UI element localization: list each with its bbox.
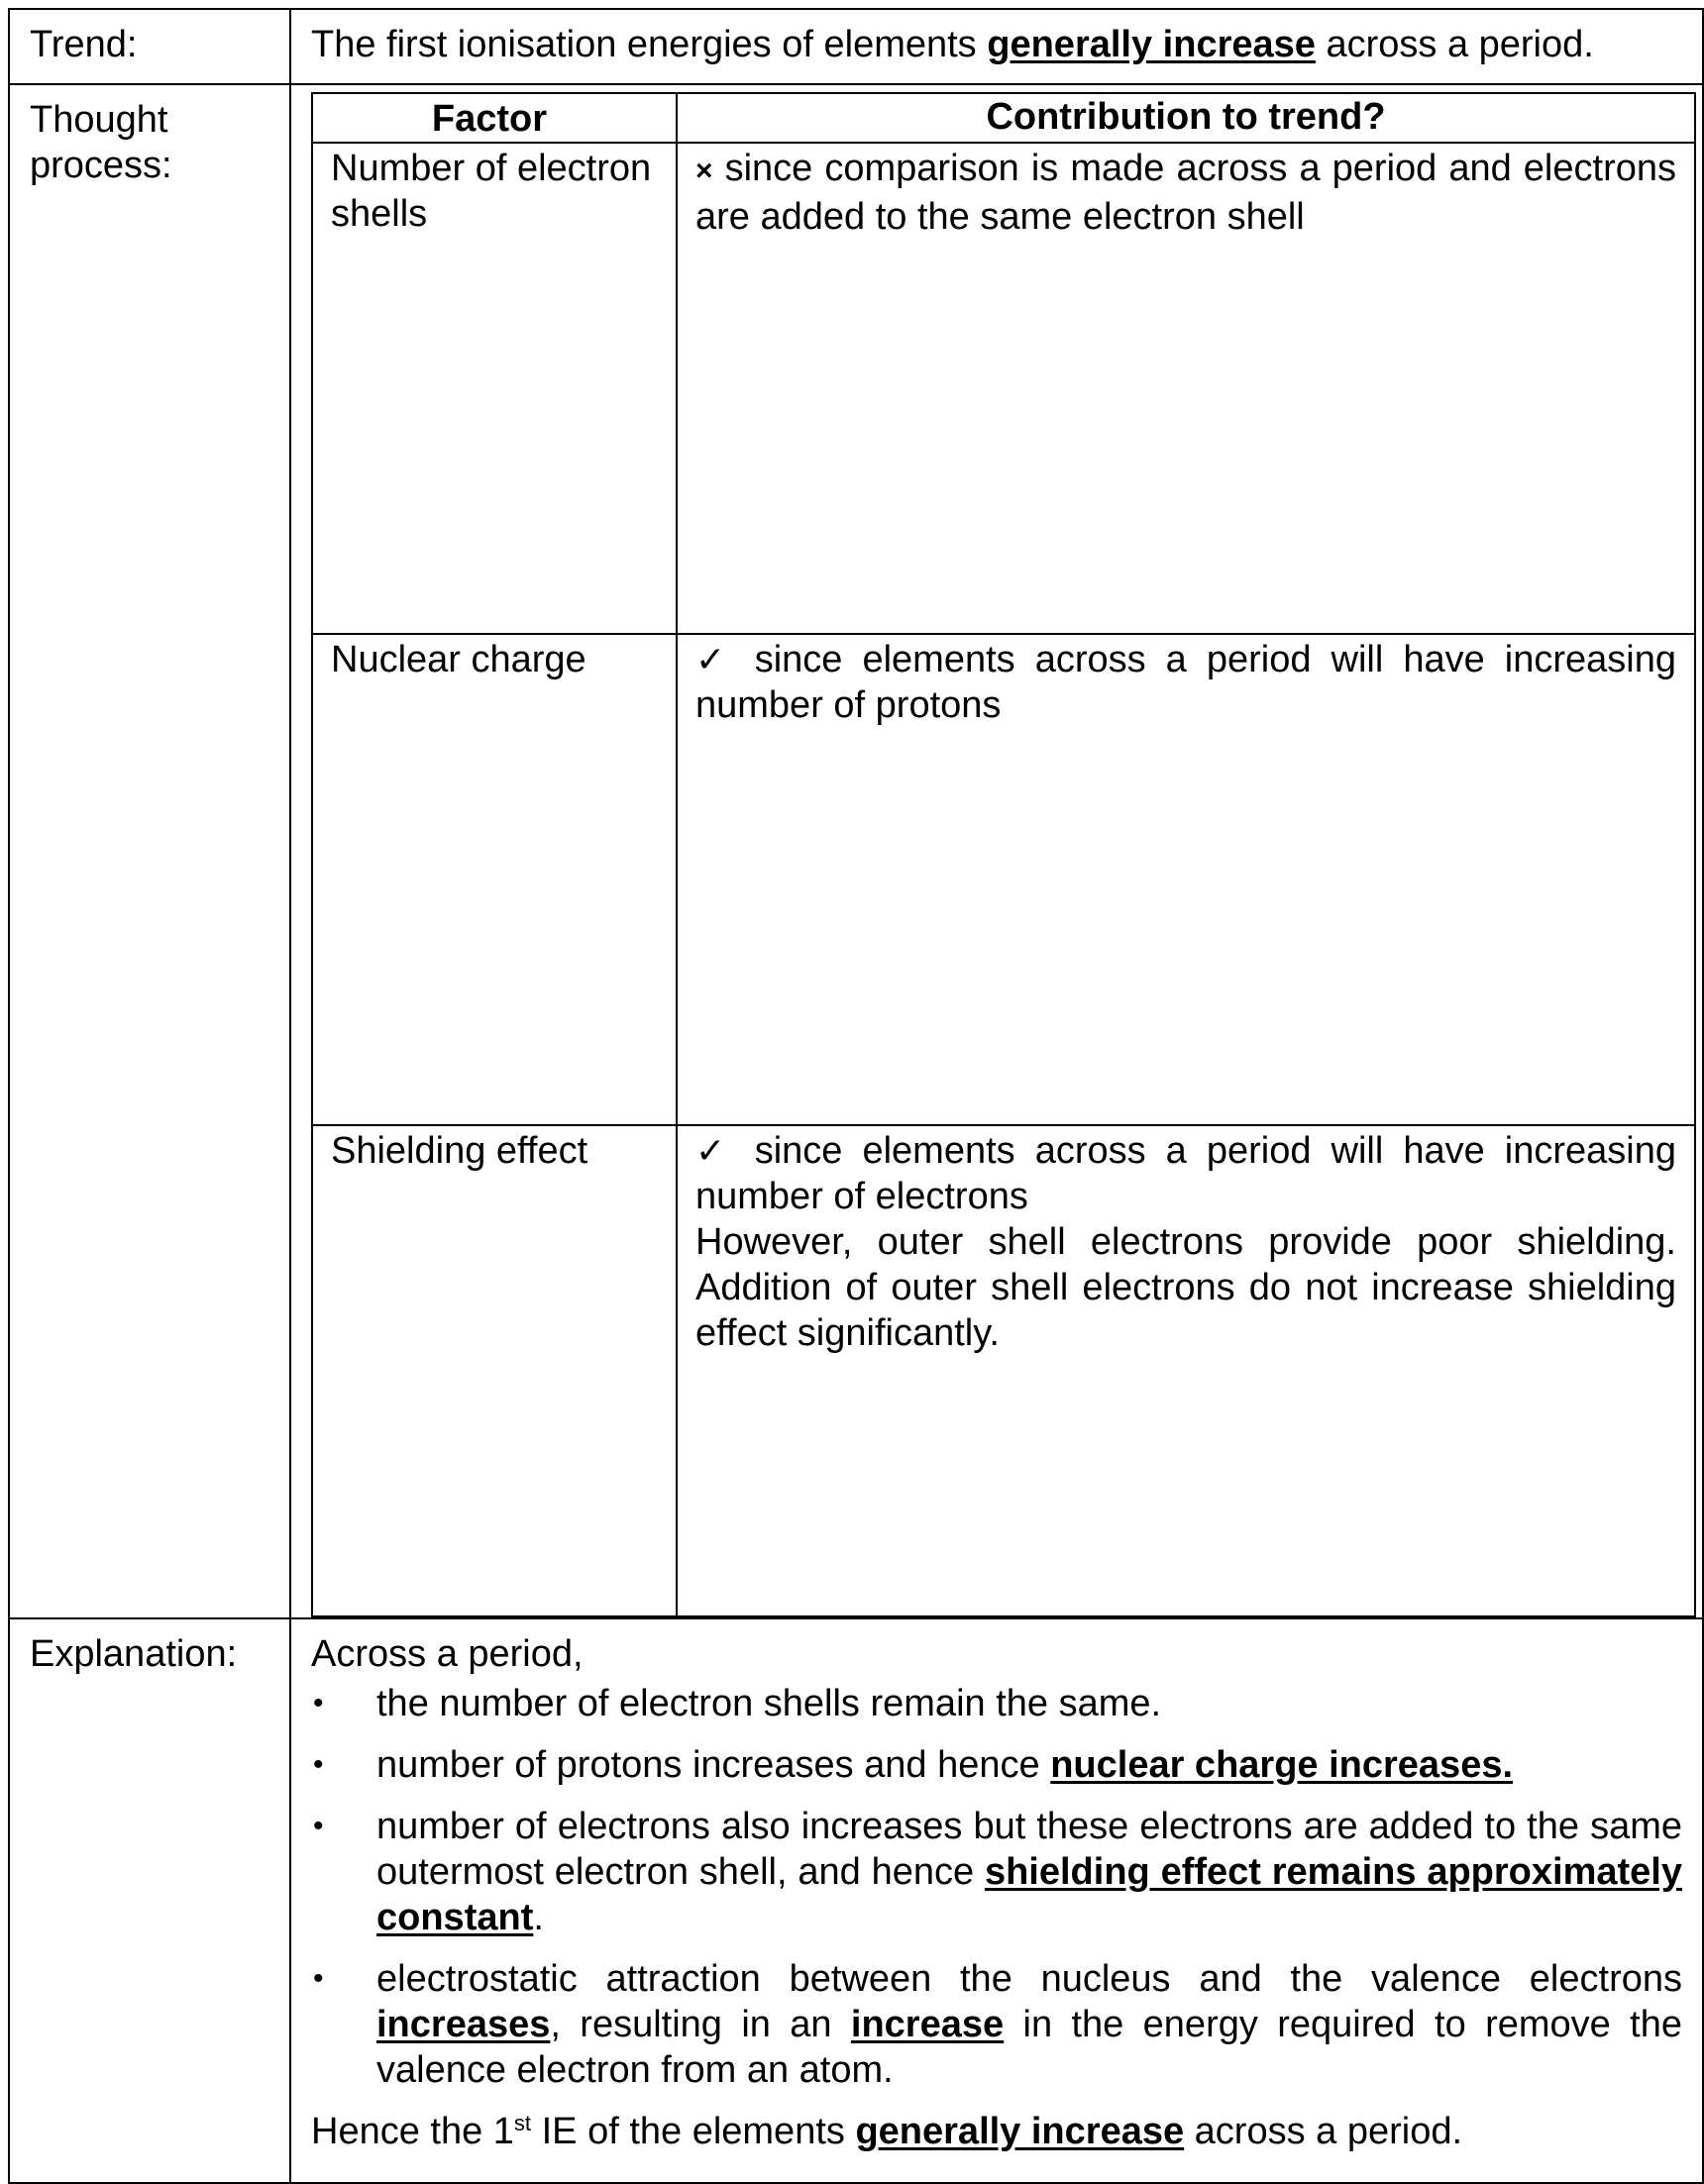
contribution-extra-text: However, outer shell electrons provide poor shielding. Addition of outer shell electrons do not increase shielding effect significantly.	[695, 1221, 1676, 1354]
explanation-label: Explanation:	[9, 1618, 290, 2183]
bullet-icon: •	[313, 1962, 324, 1995]
bullet-text: in the energy required to remove the valence electron from an atom.	[376, 2004, 1682, 2091]
contribution-text: since elements across a period will have increasing number of electrons	[695, 1130, 1676, 1217]
bullet-text: the number of electron shells remain the same.	[376, 1683, 1162, 1724]
factor-row-nuclear-charge	[312, 634, 1695, 1125]
factor-row-electron-shells	[312, 143, 1695, 634]
thought-process-label	[9, 84, 290, 1618]
conclusion-after: across a period.	[1184, 2111, 1463, 2152]
conclusion-bold: generally increase	[855, 2111, 1185, 2152]
trend-row	[9, 9, 1703, 84]
explanation-row	[9, 1618, 1703, 2183]
bullet-icon: •	[313, 1810, 324, 1842]
trend-text-before: The first ionisation energies of elements	[311, 24, 988, 65]
conclusion-middle: IE of the elements	[531, 2111, 856, 2152]
bullet-text: number of protons increases and hence	[376, 1744, 1051, 1786]
contribution-cell	[677, 1125, 1695, 1616]
check-icon: ✓	[695, 1130, 735, 1171]
bullet-text: electrostatic attraction between the nucleus and the valence electrons	[376, 1958, 1682, 2000]
contribution-text: since comparison is made across a period and electrons are added to the same electron shell	[695, 148, 1676, 238]
bullet-icon: •	[313, 1687, 324, 1719]
factor-table-header	[312, 93, 1695, 143]
conclusion-before: Hence the 1	[311, 2111, 514, 2152]
factor-row-shielding-effect	[312, 1125, 1695, 1616]
explanation-conclusion	[311, 2109, 1682, 2154]
factor-cell: Number of electron shells	[312, 143, 677, 634]
trend-highlight: generally increase	[987, 24, 1316, 65]
bullet-icon: •	[313, 1748, 324, 1781]
header-factor: Factor	[312, 93, 677, 143]
bullet-text: number of electrons also increases but these electrons are added to the same outermost electron shell, and hence	[376, 1806, 1682, 1893]
cross-icon: ×	[695, 155, 713, 187]
contribution-cell	[677, 634, 1695, 1125]
thought-process-content	[290, 84, 1703, 1618]
explanation-bullets	[311, 1681, 1682, 2093]
bullet-item	[311, 1804, 1682, 1940]
header-contribution: Contribution to trend?	[677, 93, 1695, 143]
factor-cell: Shielding effect	[312, 1125, 677, 1616]
thought-label-line1: Thought	[30, 99, 168, 141]
bullet-item	[311, 1742, 1682, 1788]
bullet-item	[311, 1681, 1682, 1726]
bullet-item	[311, 1956, 1682, 2093]
trend-statement	[290, 9, 1703, 84]
bullet-bold: shielding effect remains approximately constant	[376, 1851, 1682, 1938]
thought-process-row	[9, 84, 1703, 1618]
conclusion-superscript: st	[513, 2111, 532, 2135]
thought-label-line2: process:	[30, 145, 172, 186]
contribution-text: since elements across a period will have increasing number of protons	[695, 639, 1676, 726]
factor-cell: Nuclear charge	[312, 634, 677, 1125]
contribution-line	[695, 1128, 1676, 1219]
bullet-bold: increase	[850, 2004, 1005, 2045]
trend-label: Trend:	[9, 9, 290, 84]
bullet-bold: increases	[376, 2004, 551, 2045]
explanation-intro: Across a period,	[311, 1633, 584, 1675]
bullet-text: , resulting in an	[550, 2004, 851, 2045]
bullet-text-end: .	[533, 1897, 544, 1938]
factor-table	[311, 92, 1696, 1617]
contribution-cell	[677, 143, 1695, 634]
bullet-bold: nuclear charge increases.	[1050, 1744, 1514, 1786]
explanation-content	[290, 1618, 1703, 2183]
trend-text-after: across a period.	[1315, 24, 1594, 65]
check-icon: ✓	[695, 639, 735, 679]
ionisation-energy-table	[8, 8, 1704, 2184]
